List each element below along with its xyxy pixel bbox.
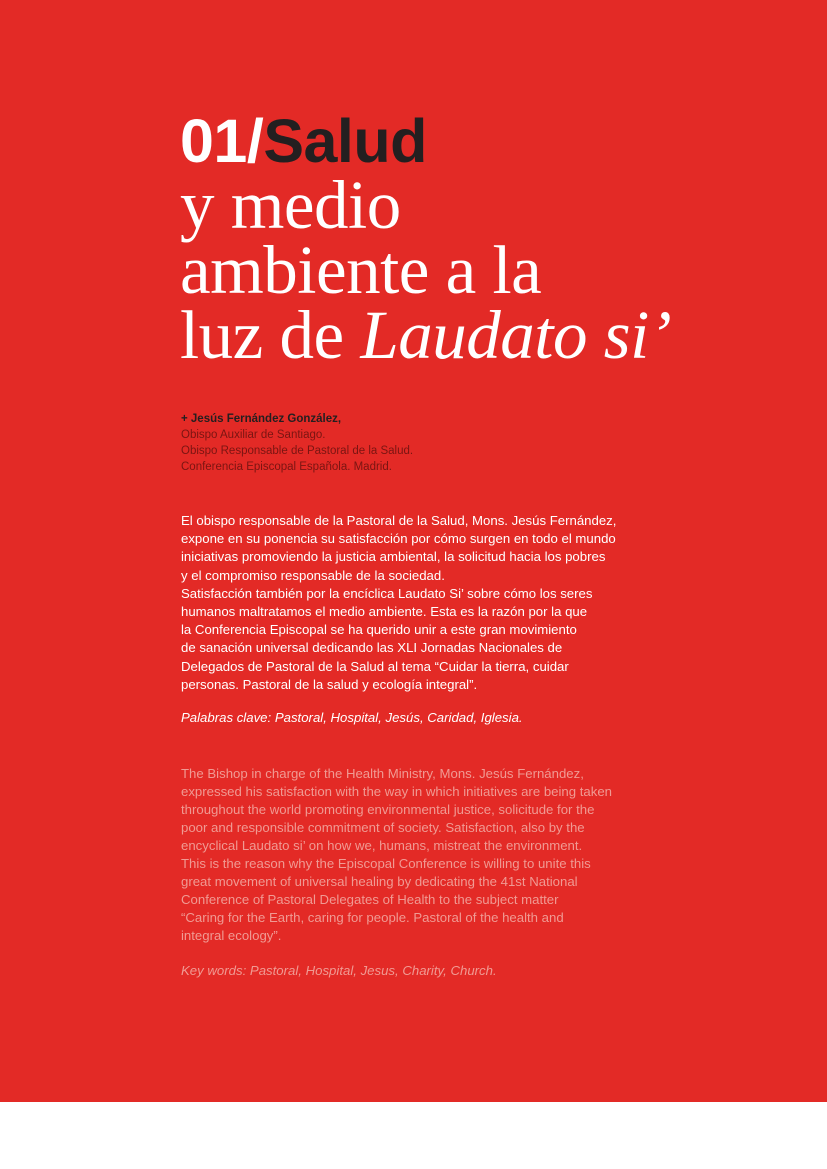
author-block (181, 411, 413, 475)
article-title (180, 167, 672, 373)
abstract-line: la Conferencia Episcopal se ha querido unir a este gran movimiento (181, 622, 577, 638)
abstract-line: This is the reason why the Episcopal Conference is willing to unite this (181, 856, 591, 871)
abstract-line: humanos maltratamos el medio ambiente. Esta es la razón por la que (181, 604, 588, 620)
title-line (180, 297, 672, 373)
abstract-english (181, 765, 651, 945)
abstract-line: throughout the world promoting environmental justice, solicitude for the (181, 802, 595, 817)
abstract-line: El obispo responsable de la Pastoral de la Salud, Mons. Jesús Fernández, (181, 513, 617, 528)
abstract-line: poor and responsible commitment of society. Satisfaction, also by the (181, 820, 585, 835)
author-name: + Jesús Fernández González, (181, 413, 342, 425)
title-line: y medio (180, 167, 401, 243)
keywords-spanish: Palabras clave: Pastoral, Hospital, Jesús, Caridad, Iglesia. (181, 710, 523, 725)
abstract-line: integral ecology”. (181, 928, 282, 943)
keywords-english: Key words: Pastoral, Hospital, Jesus, Charity, Church. (181, 963, 497, 978)
section-number: 01/ (180, 107, 264, 175)
author-role: Obispo Responsable de Pastoral de la Salud. (181, 445, 414, 457)
section-heading (180, 106, 427, 176)
abstract-line: Conference of Pastoral Delegates of Health to the subject matter (181, 892, 559, 907)
author-role: Obispo Auxiliar de Santiago. (181, 429, 326, 441)
abstract-line: iniciativas promoviendo la justicia ambiental, la solicitud hacia los pobres (181, 549, 606, 565)
title-line: ambiente a la (180, 232, 542, 308)
section-keyword: Salud (263, 107, 427, 175)
abstract-line: personas. Pastoral de la salud y ecología integral”. (181, 676, 478, 692)
title-line-text: luz de (180, 297, 361, 373)
abstract-line: de sanación universal dedicando las XLI Jornadas Nacionales de (181, 640, 563, 656)
abstract-line: great movement of universal healing by dedicating the 41st National (181, 874, 578, 889)
abstract-line: The Bishop in charge of the Health Ministry, Mons. Jesús Fernández, (181, 766, 584, 781)
abstract-line: y el compromiso responsable de la sociedad. (181, 567, 445, 583)
abstract-spanish (181, 512, 651, 694)
abstract-line: Satisfacción también por la encíclica Laudato Si’ sobre cómo los seres (181, 585, 593, 601)
author-role: Conferencia Episcopal Española. Madrid. (181, 461, 392, 473)
abstract-line: expone en su ponencia su satisfacción por cómo surgen en todo el mundo (181, 531, 616, 547)
abstract-line: encyclical Laudato si’ on how we, humans, mistreat the environment. (181, 838, 583, 853)
abstract-line: expressed his satisfaction with the way in which initiatives are being taken (181, 784, 613, 799)
title-italic-text: Laudato si’ (360, 297, 672, 373)
abstract-line: Delegados de Pastoral de la Salud al tema “Cuidar la tierra, cuidar (181, 658, 569, 674)
abstract-line: “Caring for the Earth, caring for people. Pastoral of the health and (181, 910, 564, 925)
